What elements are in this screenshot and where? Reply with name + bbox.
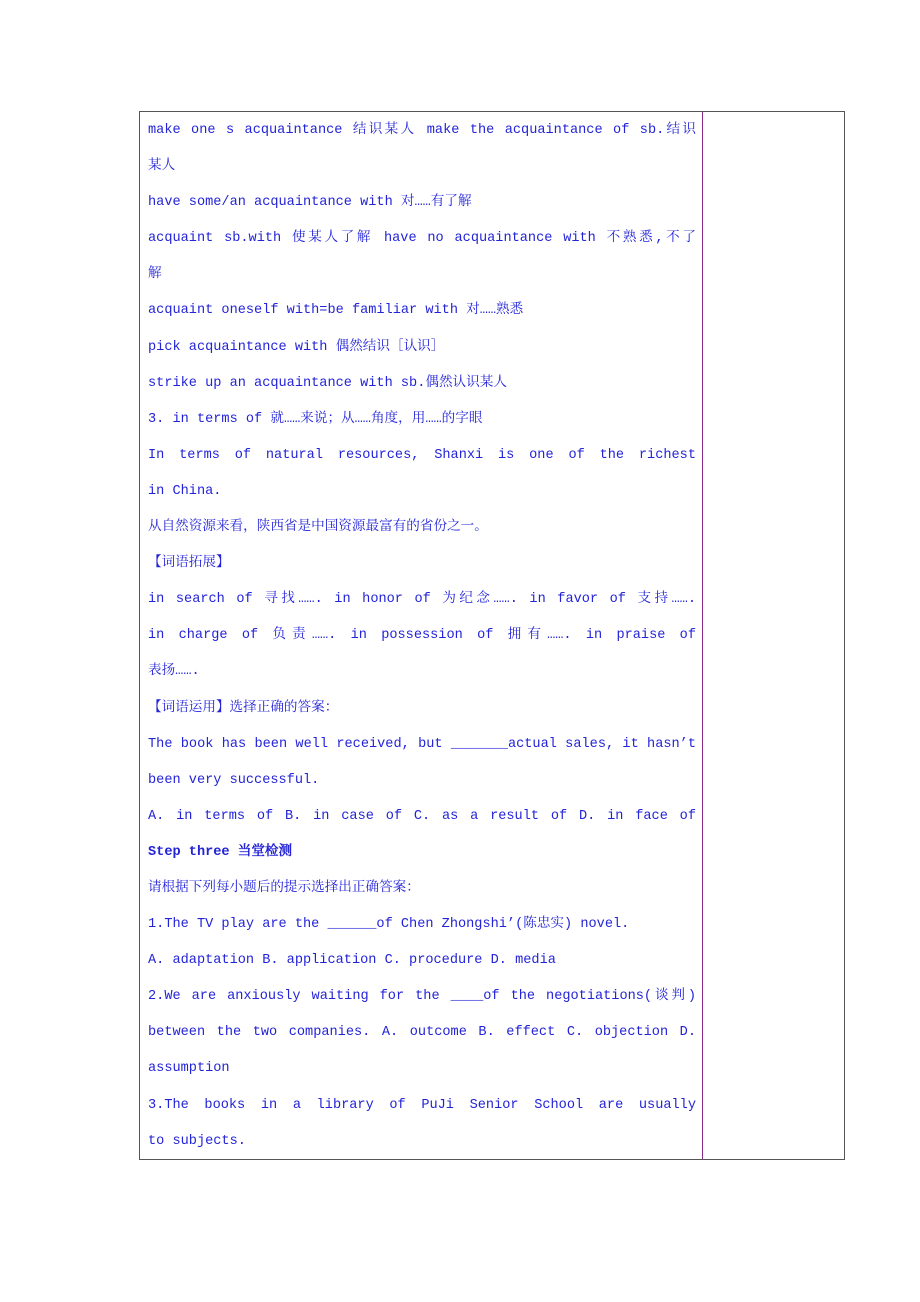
text-line: in search of 寻找……. in honor of 为纪念……. in favor of 支持…….: [148, 592, 696, 608]
text-line: 从自然资源来看，陕西省是中国资源最富有的省份之一。: [148, 520, 488, 536]
text-line: A. in terms of B. in case of C. as a result of D. in face of: [148, 808, 696, 824]
text-line: 3.The books in a library of PuJi Senior School are usually: [148, 1097, 696, 1113]
text-line: The book has been well received, but _______actual sales, it hasn’t: [148, 736, 696, 752]
text-line: been very successful.: [148, 772, 320, 788]
text-line: make one s acquaintance 结识某人 make the acquaintance of sb.结识: [148, 123, 696, 138]
text-line: 3. in terms of 就……来说；从……角度，用……的字眼: [148, 411, 483, 427]
text-line: 解: [148, 267, 162, 283]
text-line: 2.We are anxiously waiting for the ____of the negotiations(谈判): [148, 989, 696, 1005]
text-line: 【词语运用】选择正确的答案：: [148, 700, 339, 716]
content-cell: [148, 113, 696, 1160]
text-line: A. adaptation B. application C. procedure D. media: [148, 953, 556, 969]
column-divider: [702, 112, 703, 1159]
lesson-table: [139, 111, 845, 1160]
text-line: 1.The TV play are the ______of Chen Zhongshi’(陈忠实) novel.: [148, 917, 630, 933]
text-line: pick acquaintance with 偶然结识［认识］: [148, 339, 445, 355]
text-line: acquaint oneself with=be familiar with 对……熟悉: [148, 303, 524, 319]
text-line: in China.: [148, 483, 222, 499]
text-line: 请根据下列每小题后的提示选择出正确答案：: [148, 880, 420, 896]
text-line: between the two companies. A. outcome B. effect C. objection D.: [148, 1025, 696, 1041]
text-line: acquaint sb.with 使某人了解 have no acquaintance with 不熟悉,不了: [148, 231, 696, 247]
text-line: strike up an acquaintance with sb.偶然认识某人: [148, 375, 507, 391]
text-line: in charge of 负责……. in possession of 拥有……. in praise of: [148, 628, 696, 644]
text-line: 【词语拓展】: [148, 556, 230, 572]
text-line: In terms of natural resources, Shanxi is one of the richest: [148, 447, 696, 463]
text-line: 表扬…….: [148, 664, 200, 680]
section-heading: Step three 当堂检测: [148, 844, 293, 860]
text-line: assumption: [148, 1061, 230, 1077]
text-line: to subjects.: [148, 1133, 246, 1149]
text-line: have some/an acquaintance with 对……有了解: [148, 195, 472, 211]
text-line: 某人: [148, 159, 176, 175]
